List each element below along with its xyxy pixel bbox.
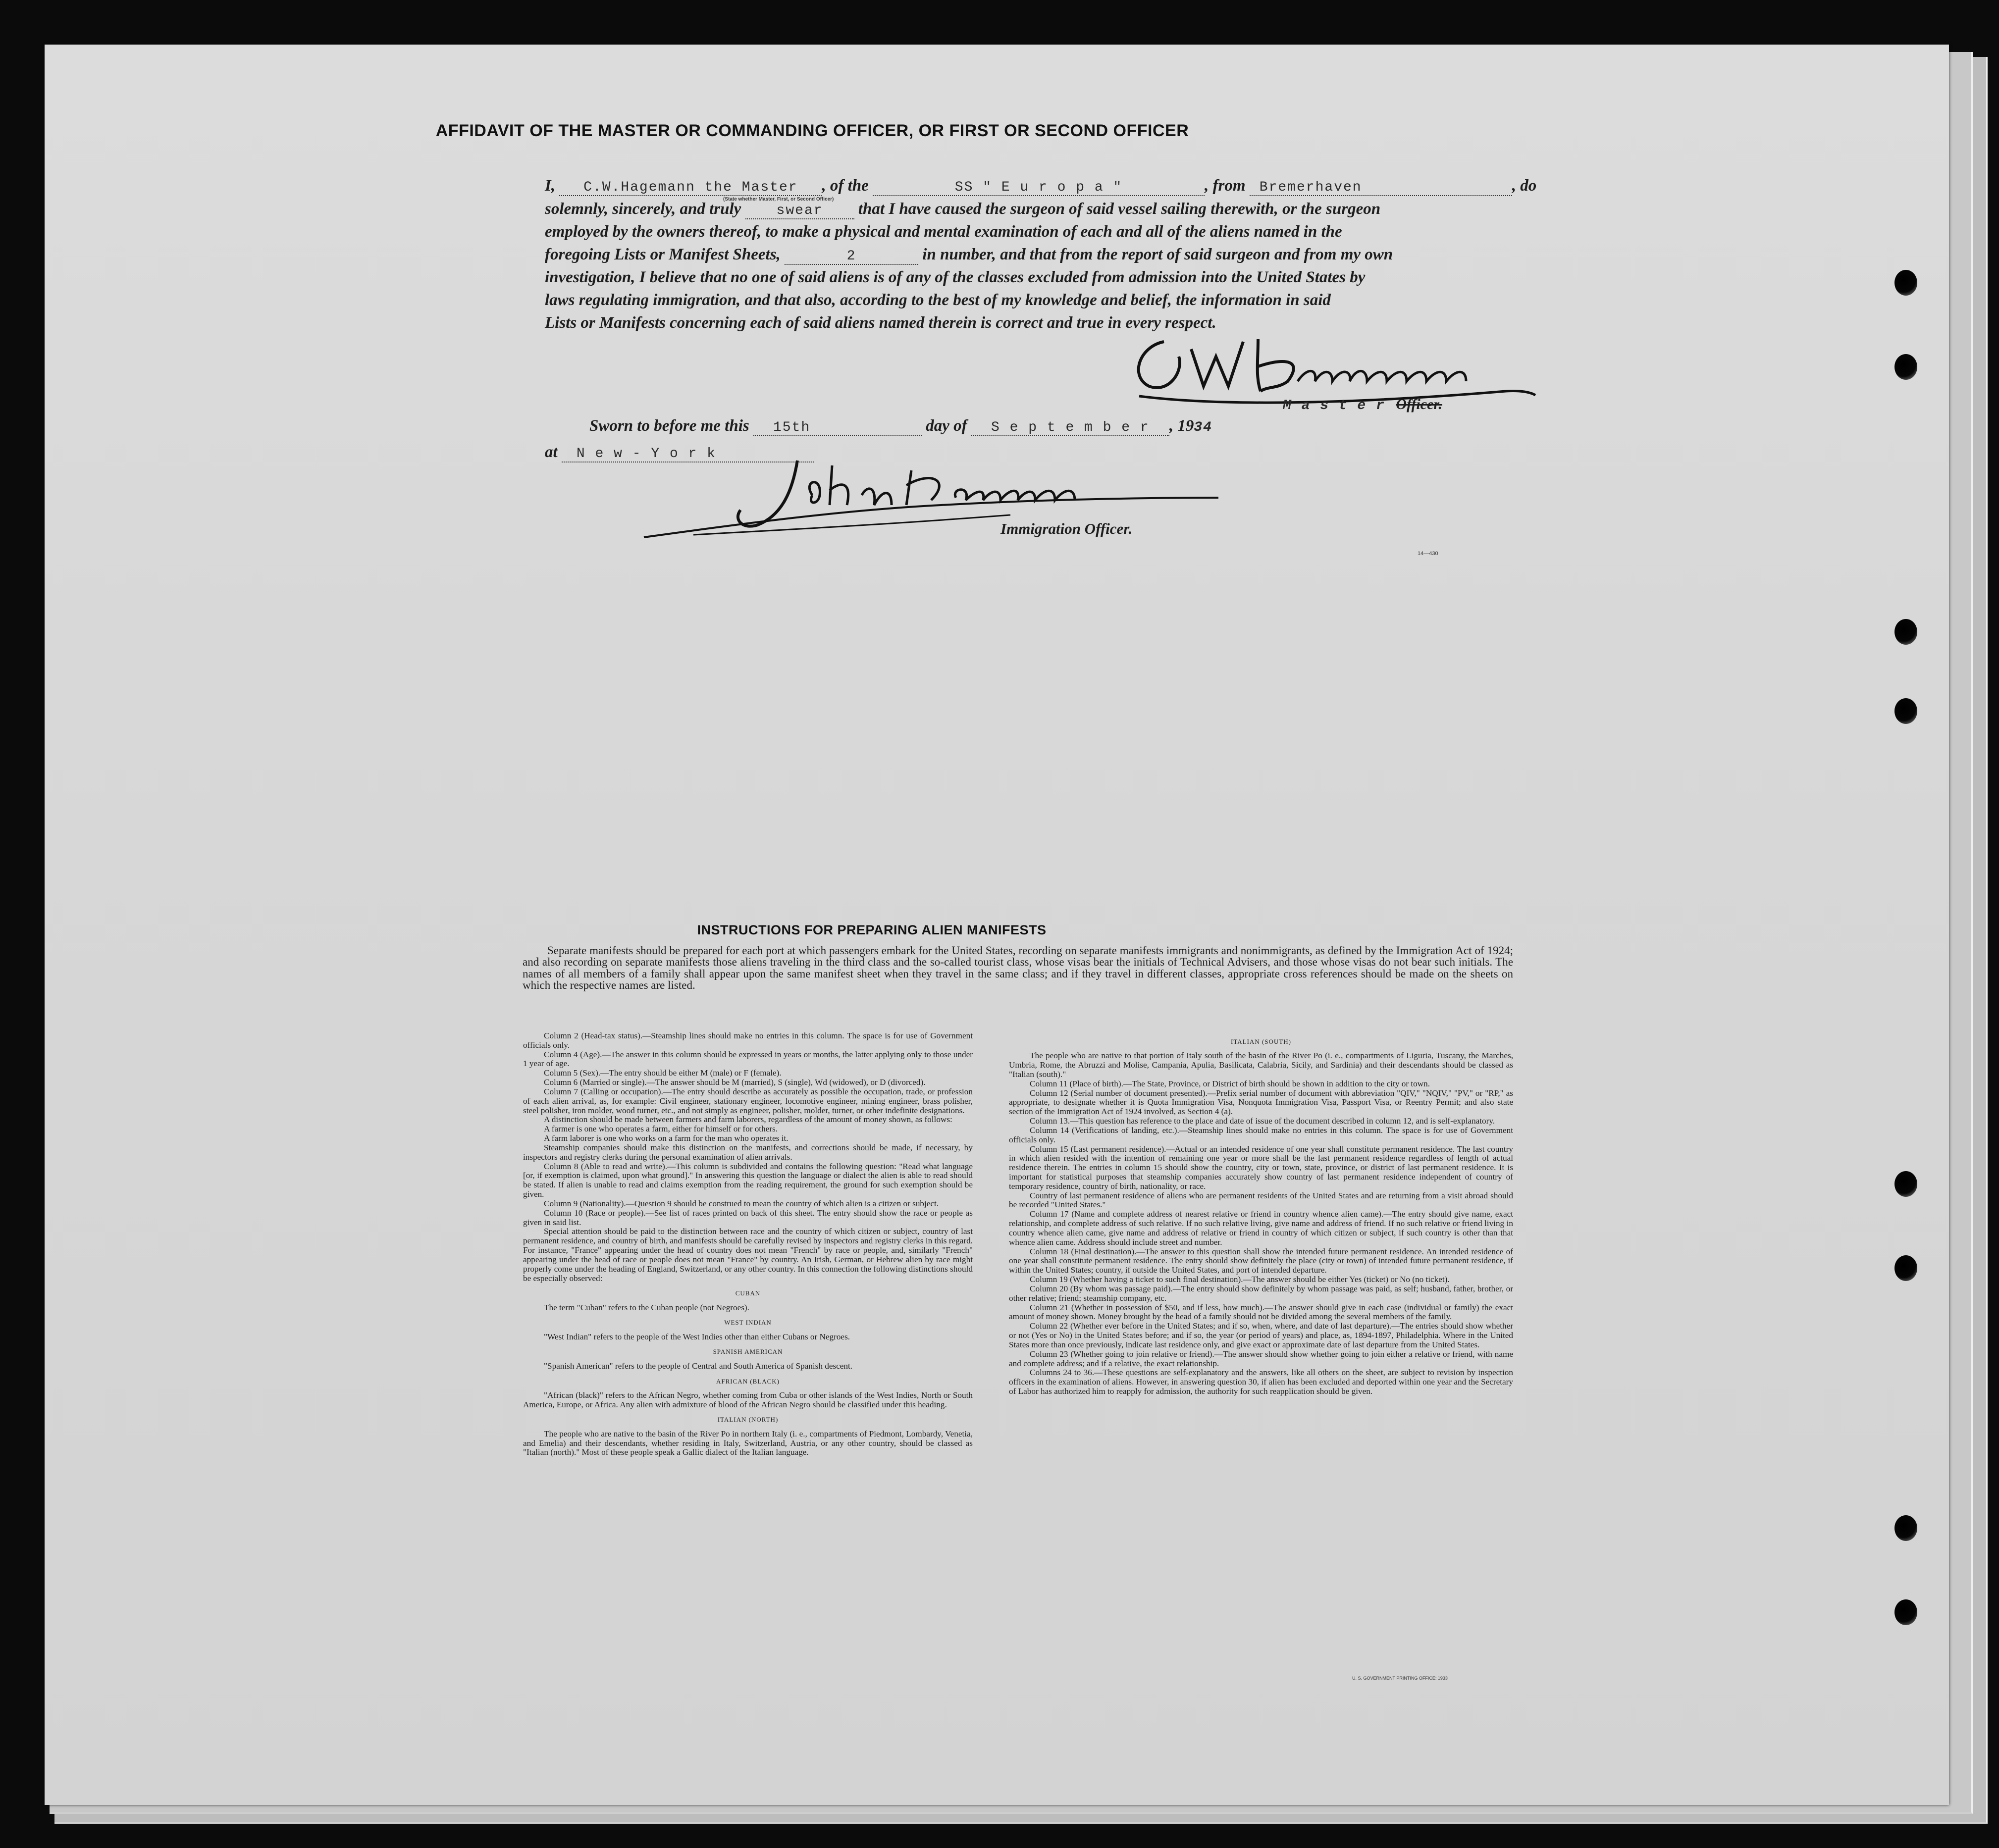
instruction-paragraph: Column 20 (By whom was passage paid).—The entry should show definitely by whom passage was paid, as self; husband, father, brother, or other relative; friend; steamship company, etc. (1009, 1283, 1513, 1303)
sworn-at: at (545, 443, 558, 461)
instruction-paragraph: Column 22 (Whether ever before in the United States; and if so, when, where, and date of last departure).—The entries should show whether or not (Yes or No) in the United States before; and if so, the year (or period of years) and place, as, 1894-1897, Philadelphia. Where in the United States more than once previously, indicate last residence only, and give exact or approximate date of last departure from the United States. (1009, 1321, 1513, 1349)
affidavit-i: I, (545, 177, 556, 195)
punch-hole (1894, 1255, 1917, 1281)
instruction-paragraph: "African (black)" refers to the African Negro, whether coming from Cuba or other islands of the West Indies, North or South America, Europe, or Africa. Any alien with admixture of blood of the African Negro should be classified under this heading. (523, 1390, 973, 1409)
punch-hole (1894, 698, 1917, 724)
punch-hole (1894, 270, 1917, 296)
sworn-line (589, 417, 1212, 436)
punch-hole (1894, 1171, 1917, 1197)
affidavit-of-the: , of the (822, 177, 869, 195)
section-subheading: CUBAN (735, 1289, 761, 1297)
instruction-paragraph: Column 7 (Calling or occupation).—The entry should describe as accurately as possible the occupation, trade, or profession of each alien arrival, as, for example: Civil engineer, stationary engineer, locomotive engineer, mining engineer, brass polisher, steel polisher, iron molder, wood turner, etc., and not simply as engineer, polisher, molder, turner, or other indefinite designations. (523, 1086, 973, 1115)
instruction-paragraph: Column 8 (Able to read and write).—This column is subdivided and contains the following question: "Read what language [or, if exemption is claimed, upon what ground]." In answering this question the language or dialect the alien is able to read should be stated. If alien is unable to read and claims exemption from the reading requirement, the ground for such exemption should be given. (523, 1161, 973, 1199)
instruction-paragraph: Column 17 (Name and complete address of nearest relative or friend in country whence alien came).—The entry should give name, exact relationship, and complete address of such relative. If no such relative living, give name and address of friend. If no such relative or friend living in country whence alien came, give name and address of relative or friend in country of which citizen or subject, if such country is other than that whence alien came. Address should include street and number. (1009, 1209, 1513, 1247)
sworn-year-prefix: , 19 (1169, 417, 1194, 435)
instruction-paragraph: Columns 24 to 36.—These questions are self-explanatory and the answers, like all others on the sheet, are subject to revision by inspection officers in the examination of aliens. However, in answering question 30, if alien has been excluded and deported within one year and the Secretary of Labor has authorized him to reapply for admission, the authority for such reapplication should be given. (1009, 1368, 1513, 1396)
immigration-officer-signature (634, 451, 1238, 550)
sworn-day-field: 15th (753, 420, 922, 436)
instruction-paragraph: The people who are native to the basin of the River Po in northern Italy (i. e., compartments of Piedmont, Lombardy, Venetia, and Emelia) and their descendants, whether residing in Italy, Switzerland, Austria, or any other country, should be classed as "Italian (north)." Most of these people speak a Gallic dialect of the Italian language. (523, 1429, 973, 1457)
instruction-paragraph: Column 23 (Whether going to join relative or friend).—The answer should show whether going to join either a relative or friend, with name and complete address; and if a relative, the exact relationship. (1009, 1349, 1513, 1368)
instruction-paragraph: Column 6 (Married or single).—The answer should be M (married), S (single), Wd (widowed), or D (divorced). (544, 1078, 926, 1087)
affidavit-line-4a: foregoing Lists or Manifest Sheets, (545, 246, 781, 263)
punch-hole (1894, 619, 1917, 645)
instruction-paragraph: The people who are native to that portion of Italy south of the basin of the River Po (i. e., compartments of Liguria, Tuscany, the Marches, Umbria, Rome, the Abruzzi and Molise, Campania, Apulia, Basilicata, Calabria, Sicily, and Sardinia) and their descendants should be classed as "Italian (south)." (1009, 1051, 1513, 1079)
affidavit-line-4 (545, 246, 1393, 265)
section-subheading: WEST INDIAN (724, 1319, 772, 1327)
instruction-paragraph: Column 19 (Whether having a ticket to such final destination).—The answer should be either Yes (ticket) or No (no ticket). (1030, 1275, 1450, 1284)
sworn-text-a: Sworn to before me this (589, 417, 749, 435)
punch-hole (1894, 354, 1917, 380)
affidavit-line-2a: solemnly, sincerely, and truly (545, 200, 741, 218)
section-subheading: ITALIAN (NORTH) (717, 1416, 779, 1424)
sworn-text-b: day of (926, 417, 967, 435)
affidavit-line-6: laws regulating immigration, and that also, according to the best of my knowledge and belief, the information in said (545, 291, 1331, 309)
printing-office-note: U. S. GOVERNMENT PRINTING OFFICE: 1933 (1352, 1676, 1448, 1681)
vessel-name-field: SS " E u r o p a " (873, 180, 1205, 196)
rank-note: (State whether Master, First, or Second Officer) (723, 197, 834, 202)
instruction-paragraph: A farmer is one who operates a farm, either for himself or for others. (544, 1124, 778, 1134)
section-subheading: SPANISH AMERICAN (713, 1348, 783, 1356)
punch-hole (1894, 1515, 1917, 1541)
instruction-paragraph: Column 11 (Place of birth).—The State, Province, or District of birth should be shown in addition to the city or town. (1030, 1078, 1430, 1088)
sworn-year-field: 34 (1194, 420, 1212, 435)
instruction-paragraph: Column 15 (Last permanent residence).—Actual or an intended residence of one year shall constitute permanent residence. The last country in which alien resided with the intention of remaining one year or more shall be the last permanent residence regardless of length of actual residence therein. The entries in column 15 should show the country, city or town, state, province, or district of last permanent residence. It is important for statistical purposes that steamship companies accurately show country of last permanent residence independent of country of temporary residence, country of birth, nationality, or race. (1009, 1144, 1513, 1191)
instruction-paragraph: Column 9 (Nationality).—Question 9 should be construed to mean the country of which alien is a citizen or subject. (544, 1198, 939, 1208)
officer-title-line (1283, 396, 1442, 413)
officer-title-typed: M a s t e r (1283, 398, 1385, 413)
affidavit-line-2b: that I have caused the surgeon of said vessel sailing therewith, or the surgeon (858, 200, 1381, 218)
instruction-paragraph: A farm laborer is one who works on a farm for the man who operates it. (544, 1133, 789, 1143)
instruction-paragraph: A distinction should be made between farmers and farm laborers, regardless of the amount of money shown, as follows: (544, 1115, 952, 1125)
affidavit-line-7: Lists or Manifests concerning each of said aliens named therein is correct and true in every respect. (545, 314, 1216, 332)
punch-hole (1894, 1599, 1917, 1625)
instructions-right-column (1009, 1031, 1513, 1396)
instruction-paragraph: "Spanish American" refers to the people of Central and South America of Spanish descent. (544, 1361, 853, 1371)
instruction-paragraph: Column 12 (Serial number of document presented).—Prefix serial number of document with abbreviation "QIV," "NQIV," "PV," or "RP," as appropriate, to designate whether it is Quota Immigration Visa, Nonquota Immigration Visa, Passport Visa, or Reentry Permit; and also state section of the Immigration Act of 1924 involved, as Section 4 (a). (1009, 1088, 1513, 1117)
instruction-paragraph: Column 4 (Age).—The answer in this column should be expressed in years or months, the latter applying only to those under 1 year of age. (523, 1049, 973, 1069)
instruction-paragraph: Column 10 (Race or people).—See list of races printed on back of this sheet. The entry should show the race or people as given in said list. (523, 1208, 973, 1227)
instructions-title: INSTRUCTIONS FOR PREPARING ALIEN MANIFESTS (697, 923, 1047, 937)
affidavit-line-3: employed by the owners thereof, to make a physical and mental examination of each and all of the aliens named in the (545, 223, 1342, 241)
departure-port-field: Bremerhaven (1250, 180, 1512, 196)
instruction-paragraph: Column 5 (Sex).—The entry should be either M (male) or F (female). (544, 1068, 782, 1078)
sworn-month-field: S e p t e m b e r (971, 420, 1169, 436)
instruction-paragraph: Column 21 (Whether in possession of $50, and if less, how much).—The answer should give in each case (individual or family) the exact amount of money shown. Money brought by the head of a family should not be divided among the several members of the family. (1009, 1302, 1513, 1322)
affidavit-line-5: investigation, I believe that no one of said aliens is of any of the classes excluded from admission into the United States by (545, 268, 1366, 286)
officer-title-printed: Officer. (1396, 396, 1442, 412)
instructions-intro-text: Separate manifests should be prepared for each port at which passengers embark for the United States, recording on separate manifests immigrants and nonimmigrants, as defined by the Immigration Act of 1924; and also recording on separate manifests those aliens traveling in the third class and the so-called tourist class, whose visas bear the initials of Technical Advisers, and those whose visas do not bear such initials. The names of all members of a family shall appear upon the same manifest sheet when they travel in the same class; and if they travel in different classes, appropriate cross references should be made on the sheets on which the respective names are listed. (523, 944, 1513, 992)
affidavit-from: , from (1205, 177, 1246, 195)
instructions-intro (523, 945, 1513, 991)
instruction-paragraph: Column 18 (Final destination).—The answer to this question shall show the intended future permanent residence. An intended residence of one year shall constitute permanent residence. The entry should show definitely the place (city or town) of intended future permanent residence, if within the United States; country, if outside the United States, and port of intended departure. (1009, 1246, 1513, 1275)
instruction-paragraph: Country of last permanent residence of aliens who are permanent residents of the United States and are returning from a visit abroad should be recorded "United States." (1009, 1190, 1513, 1210)
immigration-officer-label: Immigration Officer. (1000, 520, 1133, 537)
sheet-count-field: 2 (785, 249, 918, 265)
instruction-paragraph: Steamship companies should make this distinction on the manifests, and corrections should be made, if necessary, by inspectors and registry clerks during the personal examination of alien arrivals. (523, 1142, 973, 1162)
form-number: 14—430 (1418, 551, 1438, 557)
instructions-left-column (523, 1031, 973, 1457)
section-subheading: AFRICAN (BLACK) (716, 1377, 780, 1385)
sworn-place-field: N e w - Y o r k (562, 446, 814, 462)
affidavit-line-2 (545, 200, 1380, 219)
instruction-paragraph: "West Indian" refers to the people of the West Indies other than either Cubans or Negroes. (544, 1332, 850, 1341)
affidavit-line-4b: in number, and that from the report of said surgeon and from my own (922, 246, 1393, 263)
instruction-paragraph: Column 2 (Head-tax status).—Steamship lines should make no entries in this column. The space is for use of Government officials only. (523, 1031, 973, 1050)
master-name-field: C.W.Hagemann the Master (559, 180, 822, 196)
instruction-paragraph: The term "Cuban" refers to the Cuban people (not Negroes). (544, 1302, 749, 1312)
section-subheading: ITALIAN (SOUTH) (1231, 1038, 1291, 1045)
affidavit-do: , do (1512, 177, 1537, 195)
affidavit-line-1 (545, 177, 1536, 196)
manifest-page (45, 45, 1949, 1805)
affidavit-title: AFFIDAVIT OF THE MASTER OR COMMANDING OFFICER, OR FIRST OR SECOND OFFICER (435, 121, 1189, 140)
instruction-paragraph: Special attention should be paid to the distinction between race and the country of which citizen or subject, country of last permanent residence, and country of birth, and manifests should be carefully revised by inspectors and registry clerks in this regard. For instance, "France" appearing under the head of country does not mean "French" by race or people, and, similarly "French" appearing under the head of race or people does not mean "France" by country. An Irish, German, or Hebrew alien by race might properly come under the heading of England, Switzerland, or any other country. In this connection the following distinctions should be especially observed: (523, 1227, 973, 1283)
instruction-paragraph: Column 13.—This question has reference to the place and date of issue of the document described in column 12, and is self-explanatory. (1030, 1116, 1495, 1126)
instruction-paragraph: Column 14 (Verifications of landing, etc.).—Steamship lines should make no entries in this column. The space is for use of Government officials only. (1009, 1125, 1513, 1144)
oath-type-field: swear (745, 203, 854, 219)
